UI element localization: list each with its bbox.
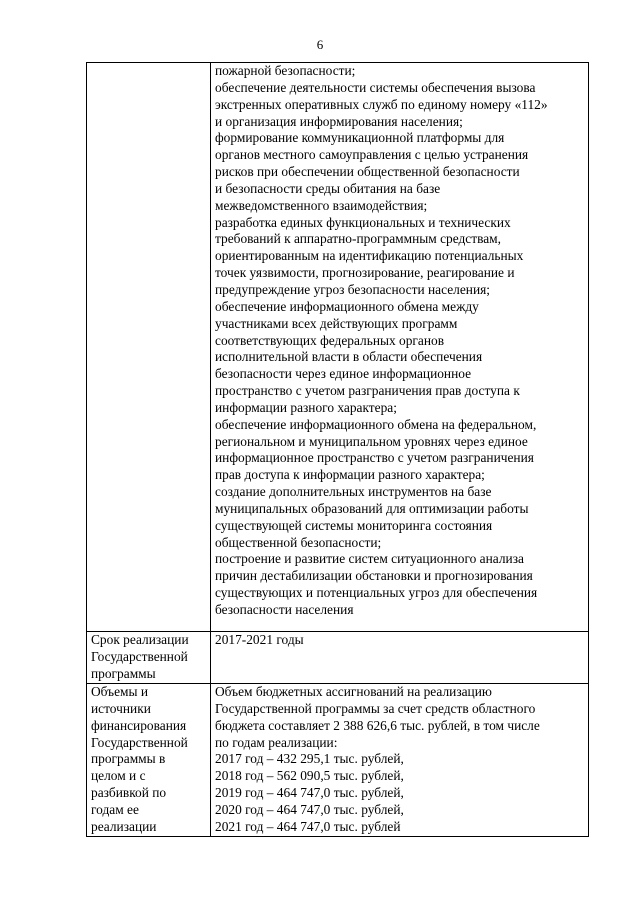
text-line: общественной безопасности; [215, 534, 382, 550]
page-number: 6 [316, 37, 324, 52]
text-line: участниками всех действующих программ [215, 315, 458, 331]
text-line: точек уязвимости, прогнозирование, реагирование и [215, 265, 515, 281]
text-line: ориентированным на идентификацию потенциальных [215, 248, 524, 264]
text-line: пожарной безопасности; [215, 63, 356, 78]
text-line: 2020 год – 464 747,0 тыс. рублей, [215, 801, 404, 817]
text-line: построение и развитие систем ситуационного анализа [215, 551, 524, 567]
text-line: источники [91, 700, 151, 716]
label-cell [87, 684, 211, 837]
text-line: финансирования [91, 717, 187, 733]
text-line: бюджета составляет 2 388 626,6 тыс. рублей, в том числе [215, 717, 540, 733]
text-line: Государственной [91, 734, 188, 750]
content-cell [211, 632, 589, 684]
text-line: существующих и потенциальных угроз для обеспечения [215, 585, 538, 601]
text-line: программы в [91, 751, 166, 767]
text-line: органов местного самоуправления с целью устранения [215, 147, 529, 163]
text-line: обеспечение деятельности системы обеспечения вызова [215, 79, 536, 95]
text-line: 2017-2021 годы [215, 632, 304, 647]
table-row-term [87, 632, 589, 684]
text-line: и безопасности среды обитания на базе [215, 180, 441, 196]
text-line: экстренных оперативных служб по единому номеру «112» [215, 96, 548, 112]
text-line: 2018 год – 562 090,5 тыс. рублей, [215, 768, 404, 784]
text-line: 2019 год – 464 747,0 тыс. рублей, [215, 785, 404, 801]
text-line: Объем бюджетных ассигнований на реализацию [215, 684, 492, 699]
text-line: годам ее [91, 801, 139, 817]
text-line: Государственной программы за счет средств областного [215, 700, 536, 716]
text-line: обеспечение информационного обмена на федеральном, [215, 416, 537, 432]
text-line: целом и с [91, 768, 146, 784]
text-line: прав доступа к информации разного характера; [215, 467, 485, 483]
text-line: рисков при обеспечении общественной безопасности [215, 164, 520, 180]
text-line: информационное пространство с учетом разграничения [215, 450, 534, 466]
text-line: межведомственного взаимодействия; [215, 197, 428, 213]
text-line: муниципальных образований для оптимизации работы [215, 500, 529, 516]
content-cell [211, 684, 589, 837]
text-line: Государственной [91, 648, 188, 664]
table-row-funding [87, 684, 589, 837]
text-line: безопасности населения [215, 602, 354, 617]
text-line: разбивкой по [91, 785, 167, 801]
text-line: информации разного характера; [215, 399, 397, 415]
text-line: существующей системы мониторинга состояния [215, 517, 493, 533]
label-cell [87, 63, 211, 632]
text-line: предупреждение угроз безопасности населения; [215, 281, 490, 297]
text-line: исполнительной власти в области обеспечения [215, 349, 483, 365]
text-line: реализации [91, 818, 157, 834]
text-line: программы [91, 665, 156, 681]
text-line: требований к аппаратно-программным средствам, [215, 231, 502, 247]
text-line: соответствующих федеральных органов [215, 332, 445, 348]
text-line: создание дополнительных инструментов на базе [215, 484, 492, 500]
text-line: региональном и муниципальном уровнях через единое [215, 433, 528, 449]
text-line: разработка единых функциональных и технических [215, 214, 511, 230]
text-line: по годам реализации: [215, 734, 338, 750]
text-line: Объемы и [91, 684, 149, 699]
text-line: пространство с учетом разграничения прав доступа к [215, 383, 520, 399]
text-line: безопасности через единое информационное [215, 366, 472, 382]
text-line: причин дестабилизации обстановки и прогнозирования [215, 568, 533, 584]
text-line: обеспечение информационного обмена между [215, 298, 479, 314]
content-cell [211, 63, 589, 632]
label-cell [87, 632, 211, 684]
text-line: 2017 год – 432 295,1 тыс. рублей, [215, 751, 404, 767]
text-line: формирование коммуникационной платформы для [215, 130, 505, 146]
table-row-tasks [87, 63, 589, 632]
text-line: Срок реализации [91, 632, 189, 647]
text-line: 2021 год – 464 747,0 тыс. рублей [215, 818, 401, 834]
text-line: и организация информирования населения; [215, 113, 463, 129]
program-passport-table [86, 62, 589, 837]
